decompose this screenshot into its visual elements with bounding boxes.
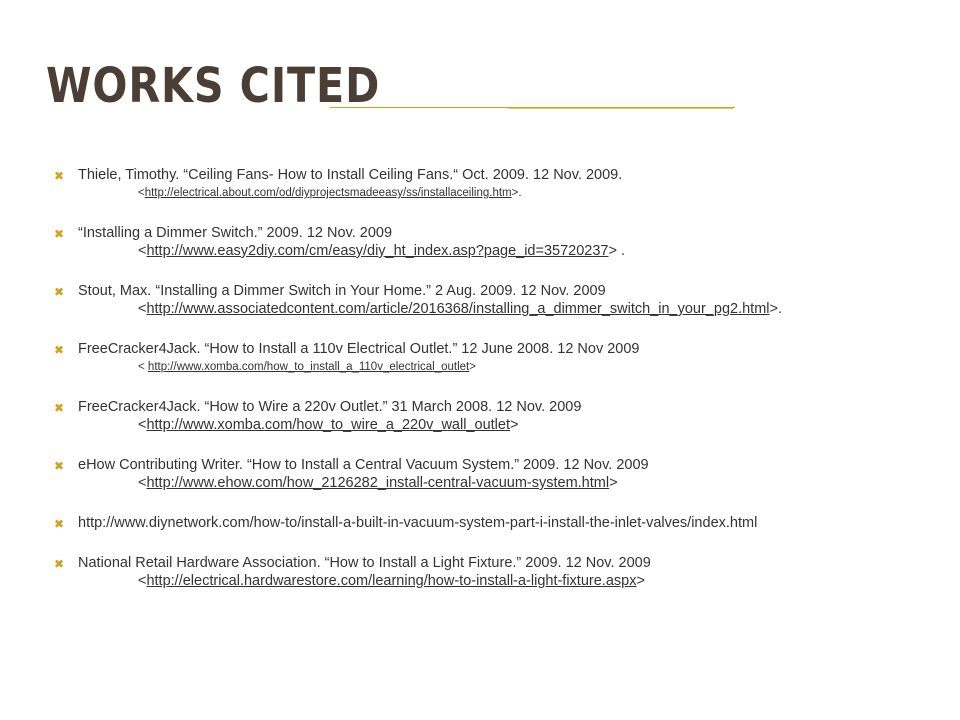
citation-text: eHow Contributing Writer. “How to Install a Central Vacuum System.” 2009. 12 Nov. 2009 [78,457,649,473]
bullet-icon: ✖ [54,169,65,183]
page-title: WORKS CITED [46,58,381,114]
citation-thiele [48,166,948,202]
citation-text: National Retail Hardware Association. “How to Install a Light Fixture.” 2009. 12 Nov. 2009 [78,555,651,571]
citation-url-line: <http://www.xomba.com/how_to_wire_a_220v_wall_outlet> [138,417,519,433]
bullet-icon: ✖ [54,227,65,241]
citation-text: Stout, Max. “Installing a Dimmer Switch in Your Home.” 2 Aug. 2009. 12 Nov. 2009 [78,283,606,299]
citation-link[interactable]: http://www.xomba.com/how_to_wire_a_220v_wall_outlet [146,417,510,433]
citation-url-line: <http://www.ehow.com/how_2126282_install-central-vacuum-system.html> [138,475,618,491]
citation-diynetwork [48,514,948,532]
works-cited-list [48,166,948,612]
title-underline-accent [508,108,733,109]
citation-stout [48,282,948,318]
citation-url-line: <http://www.associatedcontent.com/article/2016368/installing_a_dimmer_switch_in_your_pg2.html>. [138,301,783,317]
bullet-icon: ✖ [54,459,65,473]
citation-url-line: <http://www.easy2diy.com/cm/easy/diy_ht_index.asp?page_id=35720237> . [138,243,626,259]
citation-link[interactable]: http://electrical.about.com/od/diyprojectsmadeeasy/ss/installaceiling.htm [144,187,512,199]
bullet-icon: ✖ [54,343,65,357]
citation-220v-outlet [48,398,948,434]
citation-link[interactable]: http://www.ehow.com/how_2126282_install-central-vacuum-system.html [146,475,610,491]
citation-url-line: <http://electrical.hardwarestore.com/learning/how-to-install-a-light-fixture.aspx> [138,573,645,589]
citation-link[interactable]: http://www.easy2diy.com/cm/easy/diy_ht_index.asp?page_id=35720237 [146,243,609,259]
citation-url-line: <http://electrical.about.com/od/diyprojectsmadeeasy/ss/installaceiling.htm>. [138,187,522,199]
citation-link[interactable]: http://electrical.hardwarestore.com/learning/how-to-install-a-light-fixture.aspx [146,573,637,589]
citation-text: FreeCracker4Jack. “How to Wire a 220v Outlet.” 31 March 2008. 12 Nov. 2009 [78,399,582,415]
citation-text: http://www.diynetwork.com/how-to/install-a-built-in-vacuum-system-part-i-install-the-inlet-valves/index.html [78,515,758,531]
citation-text: FreeCracker4Jack. “How to Install a 110v Electrical Outlet.” 12 June 2008. 12 Nov 2009 [78,341,640,357]
citation-hardware-association [48,554,948,590]
citation-text: Thiele, Timothy. “Ceiling Fans- How to Install Ceiling Fans.“ Oct. 2009. 12 Nov. 2009. [78,167,623,183]
bullet-icon: ✖ [54,401,65,415]
citation-dimmer-switch [48,224,948,260]
bullet-icon: ✖ [54,517,65,531]
bullet-icon: ✖ [54,557,65,571]
bullet-icon: ✖ [54,285,65,299]
citation-text: “Installing a Dimmer Switch.” 2009. 12 Nov. 2009 [78,225,393,241]
citation-link[interactable]: http://www.associatedcontent.com/article/2016368/installing_a_dimmer_switch_in_your_pg2.html [146,301,770,317]
citation-link[interactable]: http://www.xomba.com/how_to_install_a_110v_electrical_outlet [147,361,470,373]
citation-url-line: < http://www.xomba.com/how_to_install_a_110v_electrical_outlet> [138,361,476,373]
citation-ehow [48,456,948,492]
citation-110v-outlet [48,340,948,376]
